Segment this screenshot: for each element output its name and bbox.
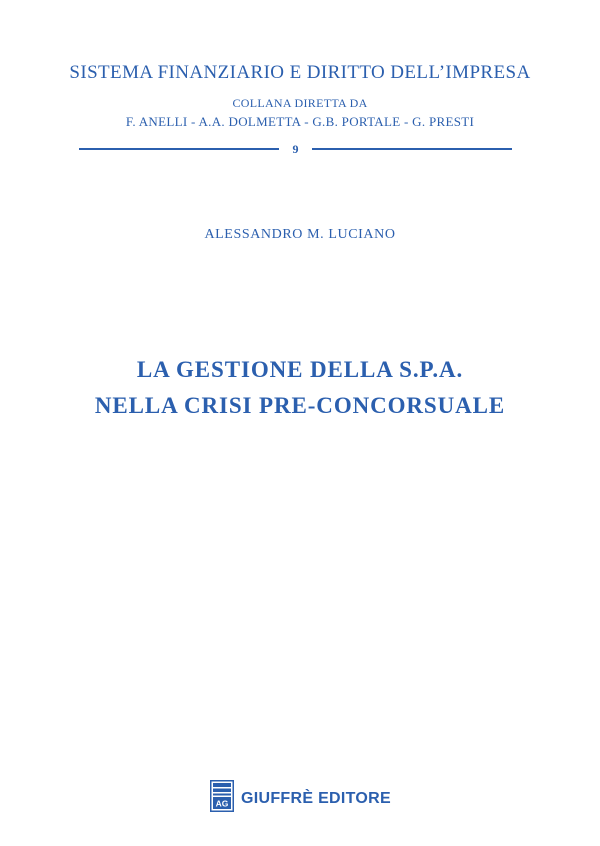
series-title: SISTEMA FINANZIARIO E DIRITTO DELL’IMPRESA	[69, 62, 531, 83]
publisher	[0, 780, 600, 814]
divider-rule-right	[312, 148, 512, 150]
series-divider	[79, 142, 512, 156]
volume-number: 9	[292, 142, 299, 156]
author-name: ALESSANDRO M. LUCIANO	[204, 227, 396, 242]
book-title	[0, 352, 600, 424]
publisher-logo-icon	[210, 780, 234, 812]
publisher-name: GIUFFRÈ EDITORE	[241, 790, 391, 807]
series-editors: F. ANELLI - A.A. DOLMETTA - G.B. PORTALE - G. PRESTI	[125, 114, 475, 129]
logo-monogram: AG	[215, 798, 229, 809]
book-title-line-2: NELLA CRISI PRE-CONCORSUALE	[94, 393, 506, 418]
collana-label: COLLANA DIRETTA DA	[232, 96, 368, 110]
book-title-line-1: LA GESTIONE DELLA S.P.A.	[136, 357, 464, 382]
